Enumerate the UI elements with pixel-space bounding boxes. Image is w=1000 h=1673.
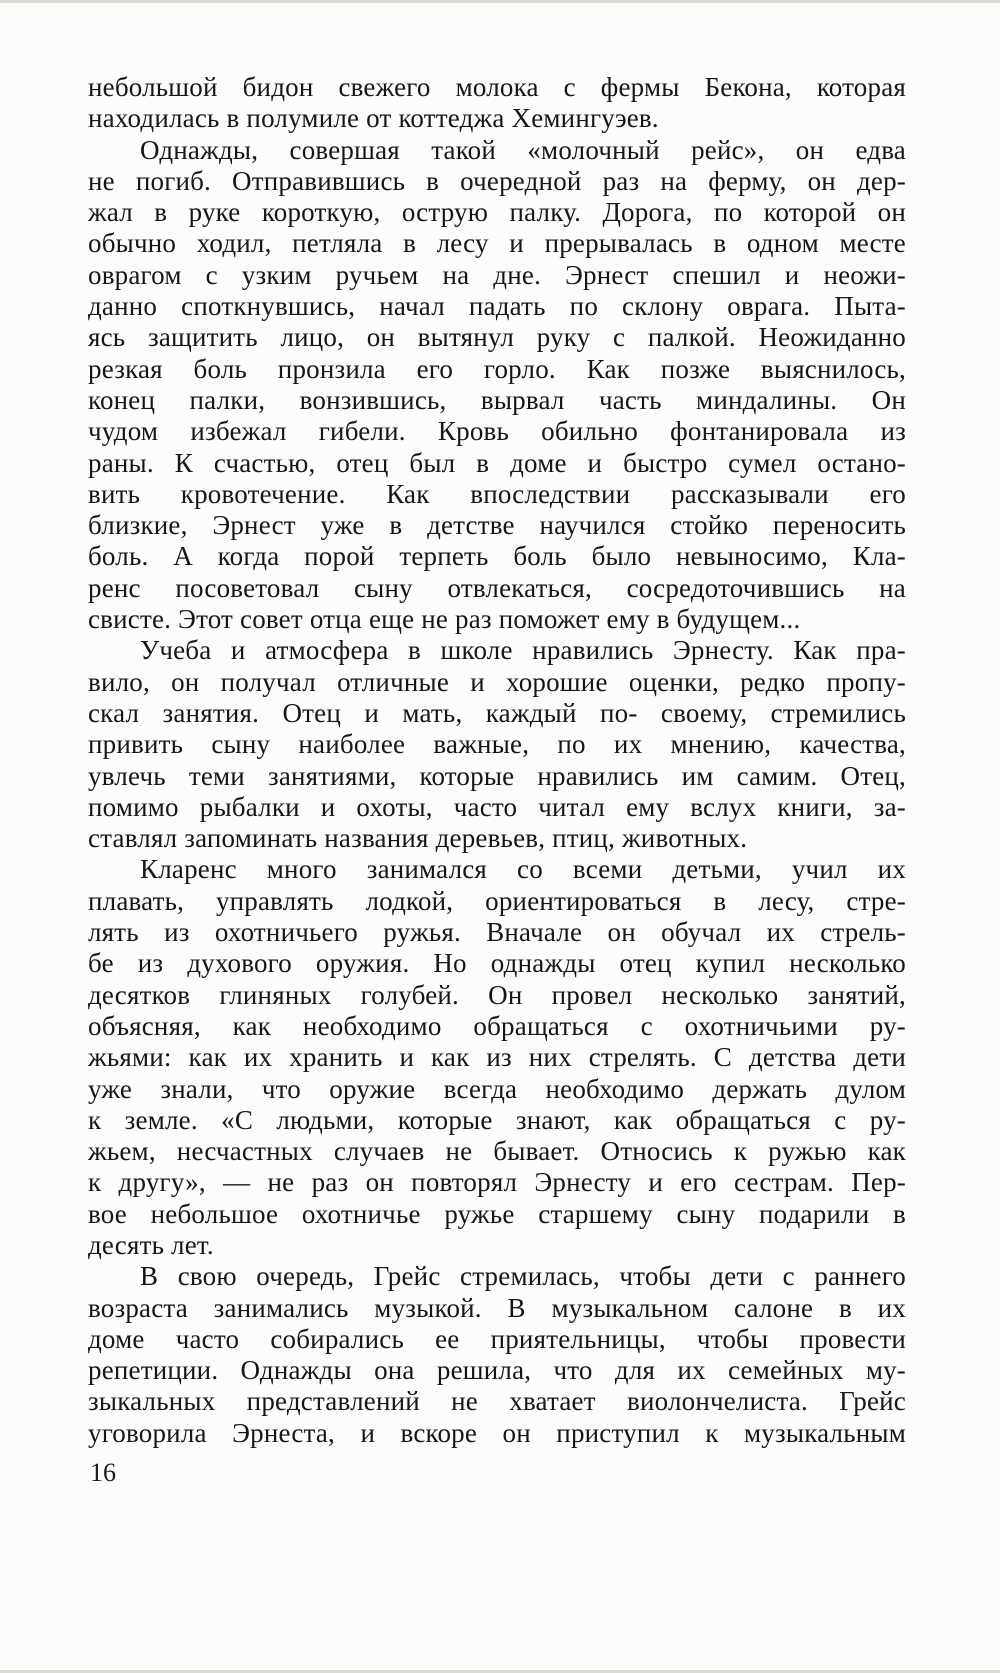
text-line: помимо рыбалки и охоты, часто читал ему вслух книги, за- (88, 791, 906, 822)
text-line: находилась в полумиле от коттеджа Хемингуэев. (88, 103, 659, 134)
text-line: В свою очередь, Грейс стремилась, чтобы дети с раннего (140, 1261, 906, 1292)
text-line: вить кровотечение. Как впоследствии рассказывали его (88, 478, 906, 509)
text-line: раны. К счастью, отец был в доме и быстро сумел остано- (88, 447, 906, 478)
text-line: данно споткнувшись, начал падать по склону оврага. Пыта- (88, 291, 906, 322)
text-line: небольшой бидон свежего молока с фермы Бекона, которая (88, 72, 906, 102)
text-line: уговорила Эрнеста, и вскоре он приступил к музыкальным (88, 1417, 906, 1448)
text-line: Учеба и атмосфера в школе нравились Эрнесту. Как пра- (140, 635, 906, 666)
text-line: не погиб. Отправившись в очередной раз на ферму, он дер- (88, 165, 906, 196)
text-line: вило, он получал отличные и хорошие оценки, редко пропу- (88, 666, 906, 697)
text-line: обычно ходил, петляла в лесу и прерывалась в одном месте (88, 228, 906, 259)
text-line: вое небольшое охотничье ружье старшему сыну подарили в (88, 1198, 906, 1229)
text-line: бе из духового оружия. Но однажды отец купил несколько (88, 948, 906, 979)
paragraph (88, 72, 906, 135)
text-line: Однажды, совершая такой «молочный рейс», он едва (140, 134, 906, 165)
text-line: десять лет. (88, 1229, 214, 1260)
text-line: близкие, Эрнест уже в детстве научился стойко переносить (88, 510, 906, 541)
text-line: уже знали, что оружие всегда необходимо держать дулом (88, 1073, 906, 1104)
text-line: увлечь теми занятиями, которые нравились им самим. Отец, (88, 760, 906, 791)
text-line: резкая боль пронзила его горло. Как позже выяснилось, (88, 353, 906, 384)
text-line: репетиции. Однажды она решила, что для их семейных му- (88, 1355, 906, 1386)
text-line: ренс посоветовал сыну отвлекаться, сосредоточившись на (88, 572, 906, 603)
text-line: возраста занимались музыкой. В музыкальном салоне в их (88, 1292, 906, 1323)
text-line: жьями: как их хранить и как из них стрелять. С детства дети (88, 1042, 906, 1073)
text-line: к другу», — не раз он повторял Эрнесту и его сестрам. Пер- (88, 1167, 906, 1198)
paragraph (88, 135, 906, 636)
text-line: ясь защитить лицо, он вытянул руку с палкой. Неожиданно (88, 322, 906, 353)
text-line: десятков глиняных голубей. Он провел несколько занятий, (88, 979, 906, 1010)
text-line: лять из охотничьего ружья. Вначале он обучал их стрель- (88, 917, 906, 948)
text-line: ставлял запоминать названия деревьев, птиц, животных. (88, 823, 748, 854)
page-number: 16 (90, 1458, 116, 1487)
text-line: свисте. Этот совет отца еще не раз поможет ему в будущем... (88, 604, 801, 635)
text-line: конец палки, вонзившись, вырвал часть миндалины. Он (88, 384, 906, 415)
text-line: объясняя, как необходимо обращаться с охотничьими ру- (88, 1010, 906, 1041)
text-line: Кларенс много занимался со всеми детьми, учил их (140, 854, 906, 885)
text-line: к земле. «С людьми, которые знают, как обращаться с ру- (88, 1104, 906, 1135)
text-line: плавать, управлять лодкой, ориентироваться в лесу, стре- (88, 885, 906, 916)
paragraph (88, 635, 906, 854)
text-line: оврагом с узким ручьем на дне. Эрнест спешил и неожи- (88, 259, 906, 290)
text-line: привить сыну наиболее важные, по их мнению, качества, (88, 729, 906, 760)
text-line: доме часто собирались ее приятельницы, чтобы провести (88, 1323, 906, 1354)
scan-edge-top (0, 0, 1000, 3)
page-text (88, 72, 906, 1449)
text-line: чудом избежал гибели. Кровь обильно фонтанировала из (88, 416, 906, 447)
paragraph (88, 1261, 906, 1449)
text-line: жал в руке короткую, острую палку. Дорога, по которой он (88, 197, 906, 228)
paragraph (88, 854, 906, 1261)
text-line: скал занятия. Отец и мать, каждый по- своему, стремились (88, 697, 906, 728)
text-line: жьем, несчастных случаев не бывает. Относись к ружью как (88, 1136, 906, 1167)
text-line: боль. А когда порой терпеть боль было невыносимо, Кла- (88, 541, 906, 572)
text-line: зыкальных представлений не хватает виолончелиста. Грейс (88, 1386, 906, 1417)
